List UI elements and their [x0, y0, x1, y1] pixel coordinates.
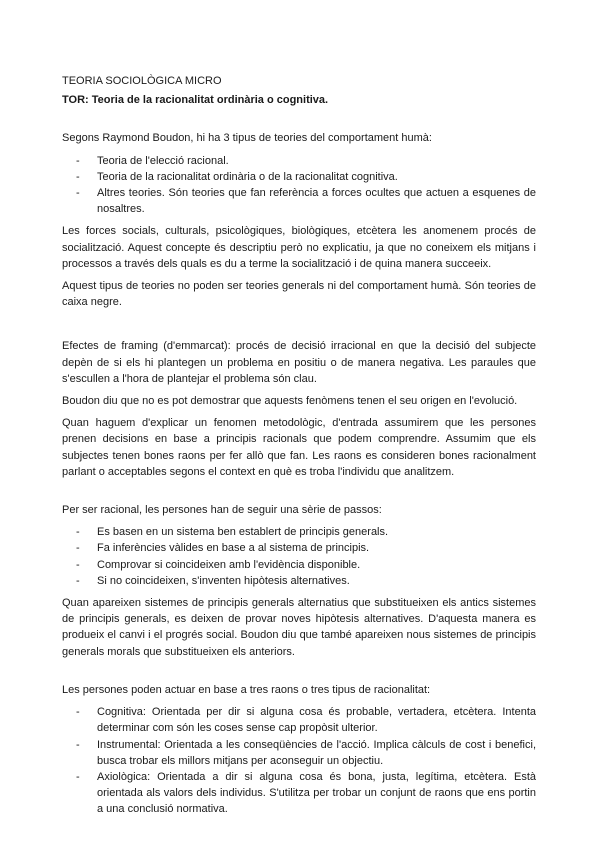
dash-bullet: -	[76, 574, 80, 587]
dash-bullet: -	[76, 170, 80, 183]
paragraph: Aquest tipus de teories no poden ser teories generals ni del comportament humà. Són teories de caixa negre.	[62, 280, 536, 309]
spacer	[62, 660, 536, 682]
rationality-list	[62, 704, 536, 817]
list-item: - Es basen en un sistema ben establert de principis generals.	[62, 524, 536, 540]
list-item: - Si no coincideixen, s'inventen hipòtesis alternatives.	[62, 573, 536, 589]
paragraph: Quan apareixen sistemes de principis generals alternatius que substitueixen els antics sistemes de principis generals, es deixen de provar noves hipòtesis alternatives. D'aquesta manera es produeix el canvi i el progrés social. Boudon diu que també apareixen nous sistemes de principis generals morals que substitueixen els anteriors.	[62, 597, 536, 658]
document-title: TOR: Teoria de la racionalitat ordinària o cognitiva.	[62, 94, 329, 107]
paragraph: Boudon diu que no es pot demostrar que aquests fenòmens tenen el seu origen en l'evolució.	[62, 395, 518, 408]
dash-bullet: -	[76, 558, 80, 571]
list-item: - Teoria de l'elecció racional.	[62, 153, 536, 169]
list-item: - Teoria de la racionalitat ordinària o de la racionalitat cognitiva.	[62, 169, 536, 185]
section4-intro: Les persones poden actuar en base a tres raons o tres tipus de racionalitat:	[62, 683, 431, 696]
list-item: - Altres teories. Són teories que fan referència a forces ocultes que actuen a esquenes de nosaltres.	[76, 187, 536, 216]
spacer	[62, 480, 536, 502]
paragraph: Les forces socials, culturals, psicològiques, biològiques, etcètera les anomenem procés de socialització. Aquest concepte és descriptiu però no explicatiu, ja que no coneixem els mitjans i processos a través dels quals es du a terme la socialització i de quina manera succeeix.	[62, 225, 536, 270]
list-item: - Instrumental: Orientada a les conseqüències de l'acció. Implica càlculs de cost i benefici, busca trobar els millors mitjans per aconseguir un objectiu.	[76, 738, 536, 767]
paragraph: Quan haguem d'explicar un fenomen metodològic, d'entrada assumirem que les persones prenen decisions en base a principis racionals que podem comprendre. Assumim que els subjectes tenen bones raons per fer allò que fan. Les raons es consideren bones racionalment parlant o acceptables segons el context en què es troba l'individu que analitzem.	[62, 417, 536, 478]
list-item: - Comprovar si coincideixen amb l'evidència disponible.	[62, 557, 536, 573]
list-item: - Cognitiva: Orientada per dir si alguna cosa és probable, vertadera, etcètera. Intenta determinar com són les coses sense cap propòsit ulterior.	[76, 706, 536, 735]
dash-bullet: -	[76, 738, 80, 751]
dash-bullet: -	[76, 526, 80, 539]
section1-intro: Segons Raymond Boudon, hi ha 3 tipus de teories del comportament humà:	[62, 132, 432, 145]
spacer	[62, 310, 536, 332]
dash-bullet: -	[76, 187, 80, 200]
theories-list	[62, 153, 536, 218]
spacer	[62, 108, 536, 130]
list-item: - Axiològica: Orientada a dir si alguna cosa és bona, justa, legítima, etcètera. Està orientada als valors dels individus. S'utilitza per trobar un conjunt de raons que ens portin a una conclusió normativa.	[76, 770, 536, 816]
subject-heading: TEORIA SOCIOLÒGICA MICRO	[62, 75, 222, 87]
section3-intro: Per ser racional, les persones han de seguir una sèrie de passos:	[62, 504, 382, 517]
list-item: - Fa inferències vàlides en base a al sistema de principis.	[62, 540, 536, 556]
document-body	[62, 73, 536, 818]
dash-bullet: -	[76, 542, 80, 555]
dash-bullet: -	[76, 706, 80, 719]
dash-bullet: -	[76, 154, 80, 167]
dash-bullet: -	[76, 770, 80, 783]
paragraph: Efectes de framing (d'emmarcat): procés de decisió irracional en que la decisió del subjecte depèn de si els hi plantegen un problema en positiu o de manera negativa. Les paraules que s'escullen a l'hora de plantejar el problema són clau.	[62, 340, 536, 385]
steps-list	[62, 524, 536, 589]
